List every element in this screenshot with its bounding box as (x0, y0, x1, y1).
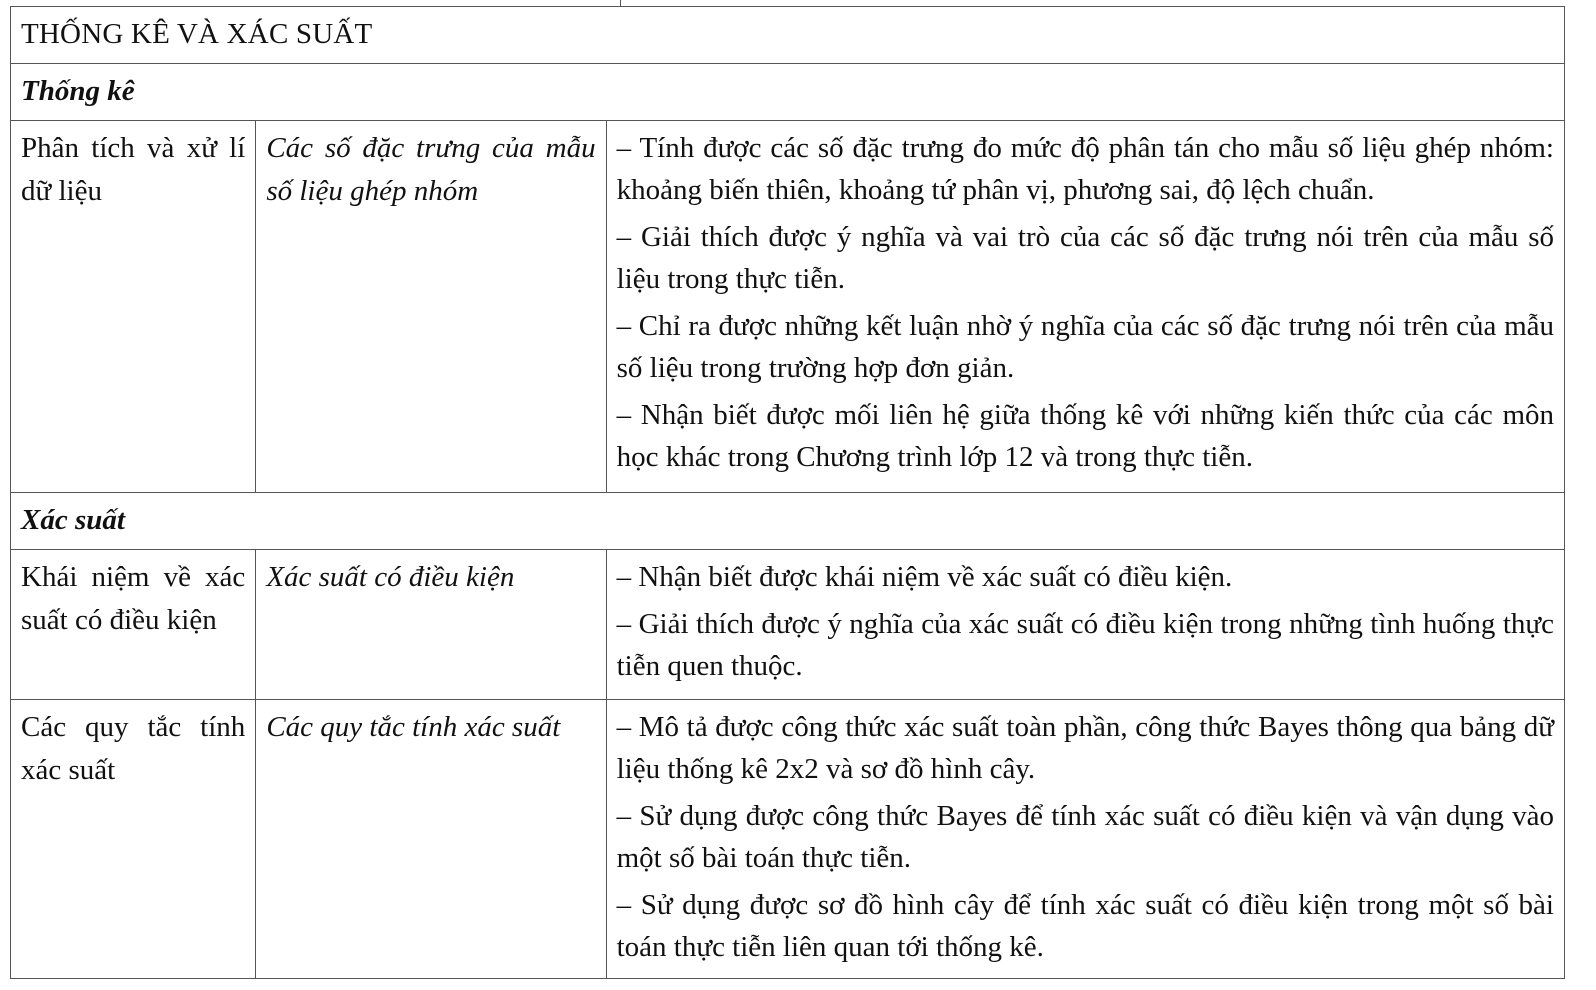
requirement-item: – Mô tả được công thức xác suất toàn phần, công thức Bayes thông qua bảng dữ liệu thống kê 2x2 và sơ đồ hình cây. (616, 711, 1554, 785)
topic-cell: Khái niệm về xác suất có điều kiện (11, 550, 256, 700)
requirement-item: – Sử dụng được công thức Bayes để tính xác suất có điều kiện và vận dụng vào một số bài toán thực tiễn. (616, 800, 1554, 874)
requirement-item: – Giải thích được ý nghĩa và vai trò của các số đặc trưng nói trên của mẫu số liệu trong thực tiễn. (616, 221, 1554, 295)
group-title-probability: Xác suất (11, 493, 1565, 550)
table-row (11, 121, 1565, 493)
table-row (11, 700, 1565, 979)
content-cell: Các quy tắc tính xác suất (256, 700, 606, 979)
topic-cell: Phân tích và xử lí dữ liệu (11, 121, 256, 493)
requirement-item: – Chỉ ra được những kết luận nhờ ý nghĩa của các số đặc trưng nói trên của mẫu số liệu trong trường hợp đơn giản. (616, 310, 1554, 384)
requirement-item: – Giải thích được ý nghĩa của xác suất có điều kiện trong những tình huống thực tiễn quen thuộc. (616, 608, 1554, 682)
content-cell: Xác suất có điều kiện (256, 550, 606, 700)
requirement-item: – Sử dụng được sơ đồ hình cây để tính xác suất có điều kiện trong một số bài toán thực tiễn liên quan tới thống kê. (616, 889, 1554, 963)
requirements-cell (606, 700, 1564, 979)
section-title: THỐNG KÊ VÀ XÁC SUẤT (11, 7, 1565, 64)
requirements-cell (606, 550, 1564, 700)
group-header-row (11, 64, 1565, 121)
document-page (10, 6, 1580, 982)
requirements-cell (606, 121, 1564, 493)
requirement-item: – Tính được các số đặc trưng đo mức độ phân tán cho mẫu số liệu ghép nhóm: khoảng biến thiên, khoảng tứ phân vị, phương sai, độ lệch chuẩn. (616, 132, 1554, 206)
curriculum-table (10, 6, 1565, 979)
content-cell: Các số đặc trưng của mẫu số liệu ghép nhóm (256, 121, 606, 493)
group-header-row (11, 493, 1565, 550)
topic-cell: Các quy tắc tính xác suất (11, 700, 256, 979)
requirement-item: – Nhận biết được khái niệm về xác suất có điều kiện. (616, 561, 1233, 593)
table-row (11, 550, 1565, 700)
requirement-item: – Nhận biết được mối liên hệ giữa thống kê với những kiến thức của các môn học khác trong Chương trình lớp 12 và trong thực tiễn. (616, 399, 1554, 473)
section-header-row (11, 7, 1565, 64)
group-title-statistics: Thống kê (11, 64, 1565, 121)
